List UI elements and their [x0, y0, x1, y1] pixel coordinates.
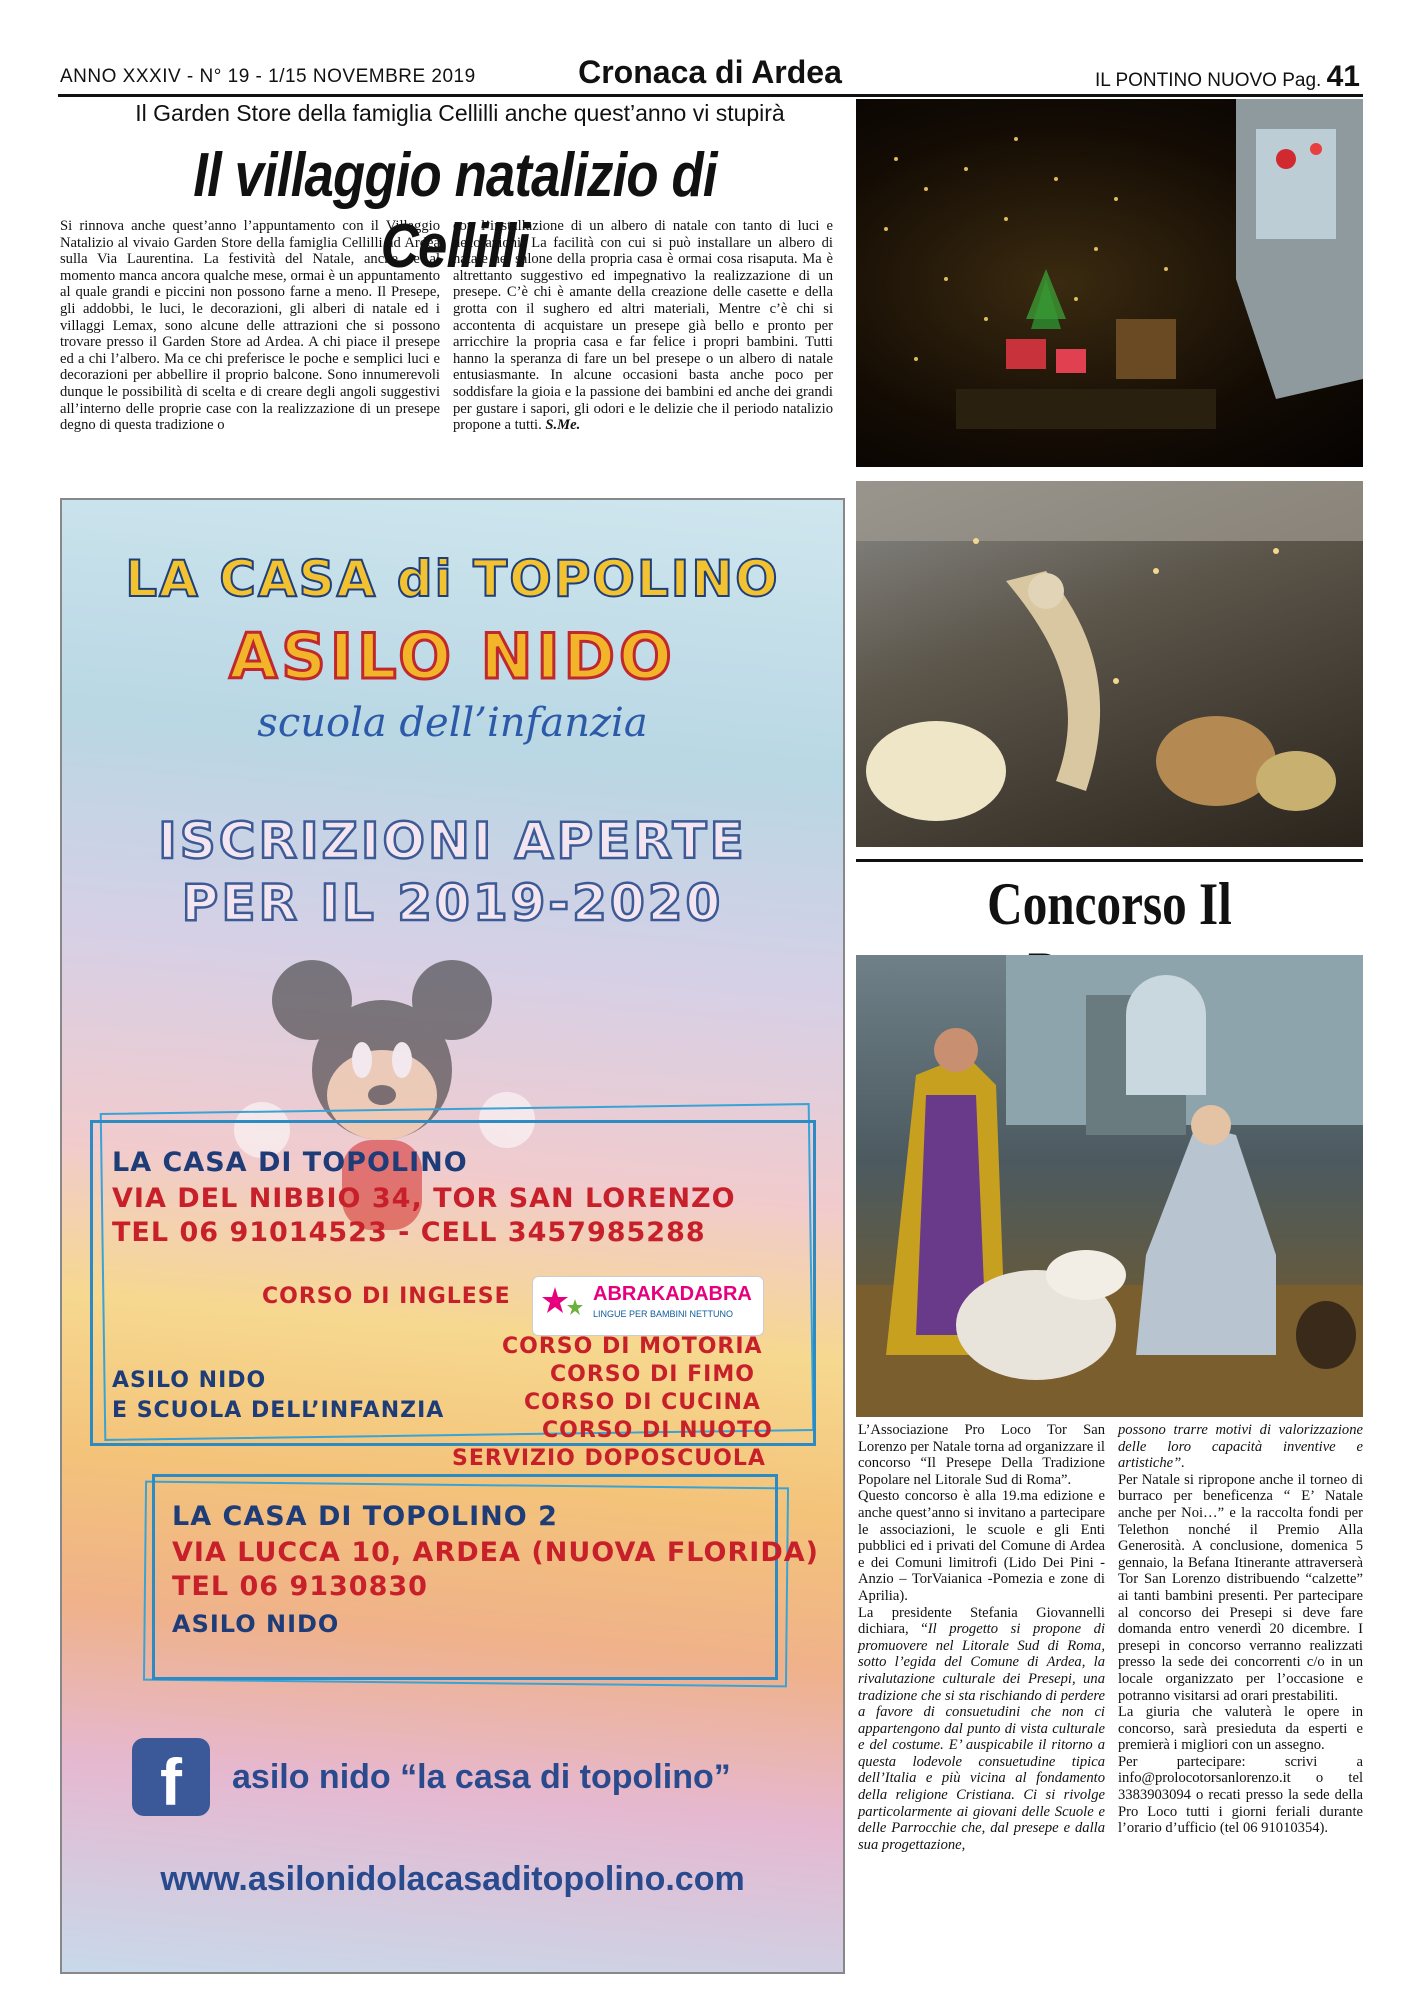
ad-enrollment-line-2: PER IL 2019-2020 — [181, 874, 724, 932]
concorso-column-1 — [858, 1422, 1105, 1853]
page-label: Pag. — [1282, 70, 1322, 91]
website-url: www.asilonidolacasaditopolino.com — [160, 1860, 745, 1898]
concorso-headline: Concorso Il — [987, 871, 1232, 937]
doposcuola: SERVIZIO DOPOSCUOLA — [452, 1446, 766, 1471]
concorso-para-3a: La presidente Stefania Giovannelli dichiara, “ — [858, 1604, 1105, 1638]
concorso-para-5: La giuria che valuterà le opere in concorso, sarà presieduta da esperti e premierà i migliori con un assegno. — [1118, 1704, 1363, 1754]
course-motoria: CORSO DI MOTORIA — [502, 1334, 763, 1359]
box1-name: LA CASA DI TOPOLINO — [112, 1147, 468, 1178]
presepe-photo — [856, 955, 1363, 1417]
concorso-column-2 — [1118, 1422, 1363, 1837]
abrakadabra-name: ABRAKADABRA — [593, 1283, 752, 1305]
course-cucina: CORSO DI CUCINA — [524, 1390, 761, 1415]
concorso-para-2: Questo concorso è alla 19.ma edizione e anche quest’anno si invitano a partecipare le associazioni, le scuole e gli Enti pubblici ed i privati del Comune di Ardea e dei Comuni limitrofi (Lido Dei Pini - Anzio – TorVaianica -Pomezia e zone di Aprilia). — [858, 1488, 1105, 1604]
concorso-quote: Il progetto si propone di promuovere nel Litorale Sud di Roma, sotto l’egida del Comune di Ardea, la rivalutazione culturale dei Presepi, una tradizione che si sta rischiando di perdere a favore di consuetudini che non ci appartengono dal punto di vista culturale e del costume. E’ auspicabile il ritorno a questa lodevole consuetudine tipica dell’Italia e più vicina al fondamento della religione Cristiana. Ci si rivolge particolarmente ai giovani delle Scuole e delle Parrocchie che, dal presepe e dalla sua progettazione, — [858, 1621, 1105, 1853]
christmas-lights-illustration — [856, 99, 1363, 467]
ad-enrollment-line-1: ISCRIZIONI APERTE — [158, 812, 747, 870]
section-rule — [856, 859, 1363, 862]
facebook-page-name: asilo nido “la casa di topolino” — [232, 1758, 731, 1796]
article-kicker: Il Garden Store della famiglia Cellilli anche quest’anno vi stupirà — [135, 100, 785, 126]
header-rule — [58, 94, 1363, 97]
paper-name: IL PONTINO NUOVO — [1095, 70, 1277, 91]
ad-enrollment — [62, 810, 843, 934]
course-fimo: CORSO DI FIMO — [550, 1362, 755, 1387]
box2-phone: TEL 06 9130830 — [172, 1571, 428, 1602]
concorso-para-6: Per partecipare: scrivi a info@prolocotorsanlorenzo.it o tel 3383903094 o recati presso la sede della Pro Loco tutti i giorni feriali durante l’orario d’ufficio (tel 06 91010354). — [1118, 1753, 1363, 1837]
course-nuoto: CORSO DI NUOTO — [542, 1418, 773, 1443]
concorso-para-1: L’Associazione Pro Loco Tor San Lorenzo per Natale torna ad organizzare il concorso “Il Presepe Della Tradizione Popolare nel Litorale Sud di Roma”. — [858, 1422, 1105, 1488]
advertisement — [60, 498, 845, 1974]
concorso-para-4: Per Natale si ripropone anche il torneo di burraco per beneficenza “ E’ Natale anche per Noi…” e la raccolta fondi per Telethon nonché il Premio Alla Generosità. A conclusione, domenica 5 gennaio, la Befana Itinerante attraverserà Tor San Lorenzo distribuendo “calzette” ai tanti bambini presenti. Per partecipare al concorso dei Presepi si deve fare domanda entro venerdì 20 dicembre. I presepi in concorso verranno realizzati presso la sede dei concorrenti c/o in un locale organizzato per l’occasione e potranno visitarsi ad orari prestabiliti. — [1118, 1471, 1363, 1704]
box2-address: VIA LUCCA 10, ARDEA (NUOVA FLORIDA) — [172, 1537, 819, 1568]
article-signature: S.Me. — [545, 417, 581, 434]
christmas-village-photo — [856, 99, 1363, 467]
box1-phone: TEL 06 91014523 - CELL 3457985288 — [112, 1217, 706, 1248]
article-column-2-text: con l’installazione di un albero di natale con tanto di luci e decorazioni. La facilità con cui si può installare un albero di natale nel salone della propria casa è ormai cosa risaputa. Ma è altrettanto suggestivo ed impegnativo la realizzazione di un presepe. C’è chi è amante della creazione delle casette e della grotta con il sughero ed altri materiali, Mentre c’è chi si accontenta di acquistare un presepe già bello e pronto per arricchire la propria casa e far felice i propri bambini. Tutti hanno la speranza di fare un bel presepe o un albero di natale entusiasmante. In alcune occasioni basta anche poco per soddisfare la gioia e la passione dei bambini ed anche dei grandi per gustare i sapori, gli odori e le delizie che il periodo natalizio propone a tutti. — [453, 218, 833, 434]
stars-icon — [541, 1285, 585, 1327]
article-column-1: Si rinnova anche quest’anno l’appuntamento con il Villaggio Natalizio al vivaio Garden Store della famiglia Cellilli ad Ardea sulla Via Laurentina. La festività del Natale, anche se al momento manca ancora qualche mese, ormai è un appuntamento al quale grandi e piccini non possono farne a meno. Il Presepe, gli addobbi, le luci, le decorazioni, gli alberi di natale ed i villaggi Lemax, sono alcune delle attrazioni che si possono trovare presso il Garden Store ad Ardea. A chi piace il presepe ed a chi l’albero. Ma ce chi preferisce le poche e semplici luci e decorazioni per abbellire il proprio balcone. Sono innumerevoli dunque le possibilità di scelta e di creare degli angoli suggestivi all’interno delle proprie case con la realizzazione di un presepe degno di questa tradizione o — [60, 218, 440, 434]
course-english: CORSO DI INGLESE — [262, 1284, 511, 1309]
box1-address: VIA DEL NIBBIO 34, TOR SAN LORENZO — [112, 1183, 736, 1214]
nativity-decor-photo — [856, 481, 1363, 847]
concorso-quote-end: possono trarre motivi di valorizzazione delle loro capacità inventive e artistiche”. — [1118, 1422, 1363, 1472]
presepe-illustration — [856, 955, 1363, 1417]
box2-name: LA CASA DI TOPOLINO 2 — [172, 1501, 558, 1532]
facebook-icon: f — [132, 1738, 210, 1816]
abrakadabra-tagline: LINGUE PER BAMBINI NETTUNO — [593, 1309, 734, 1319]
article-headline: Il villaggio natalizio di Cellilli — [193, 141, 717, 281]
article-column-2 — [453, 218, 833, 434]
asilo-line-1: ASILO NIDO — [112, 1368, 267, 1393]
section-title: Cronaca di Ardea — [578, 54, 842, 90]
page-number: 41 — [1326, 60, 1360, 93]
asilo-line-2: E SCUOLA DELL’INFANZIA — [112, 1398, 445, 1423]
abrakadabra-logo — [532, 1276, 764, 1336]
box2-type: ASILO NIDO — [172, 1610, 340, 1638]
issue-info: ANNO XXXIV - N° 19 - 1/15 NOVEMBRE 2019 — [60, 66, 476, 87]
ad-title-scuola: scuola dell’infanzia — [257, 700, 648, 746]
ad-title-asilo: ASILO NIDO — [229, 620, 676, 693]
decor-illustration — [856, 481, 1363, 847]
ad-title-brand: LA CASA di TOPOLINO — [125, 550, 780, 608]
page-info — [1095, 60, 1360, 94]
